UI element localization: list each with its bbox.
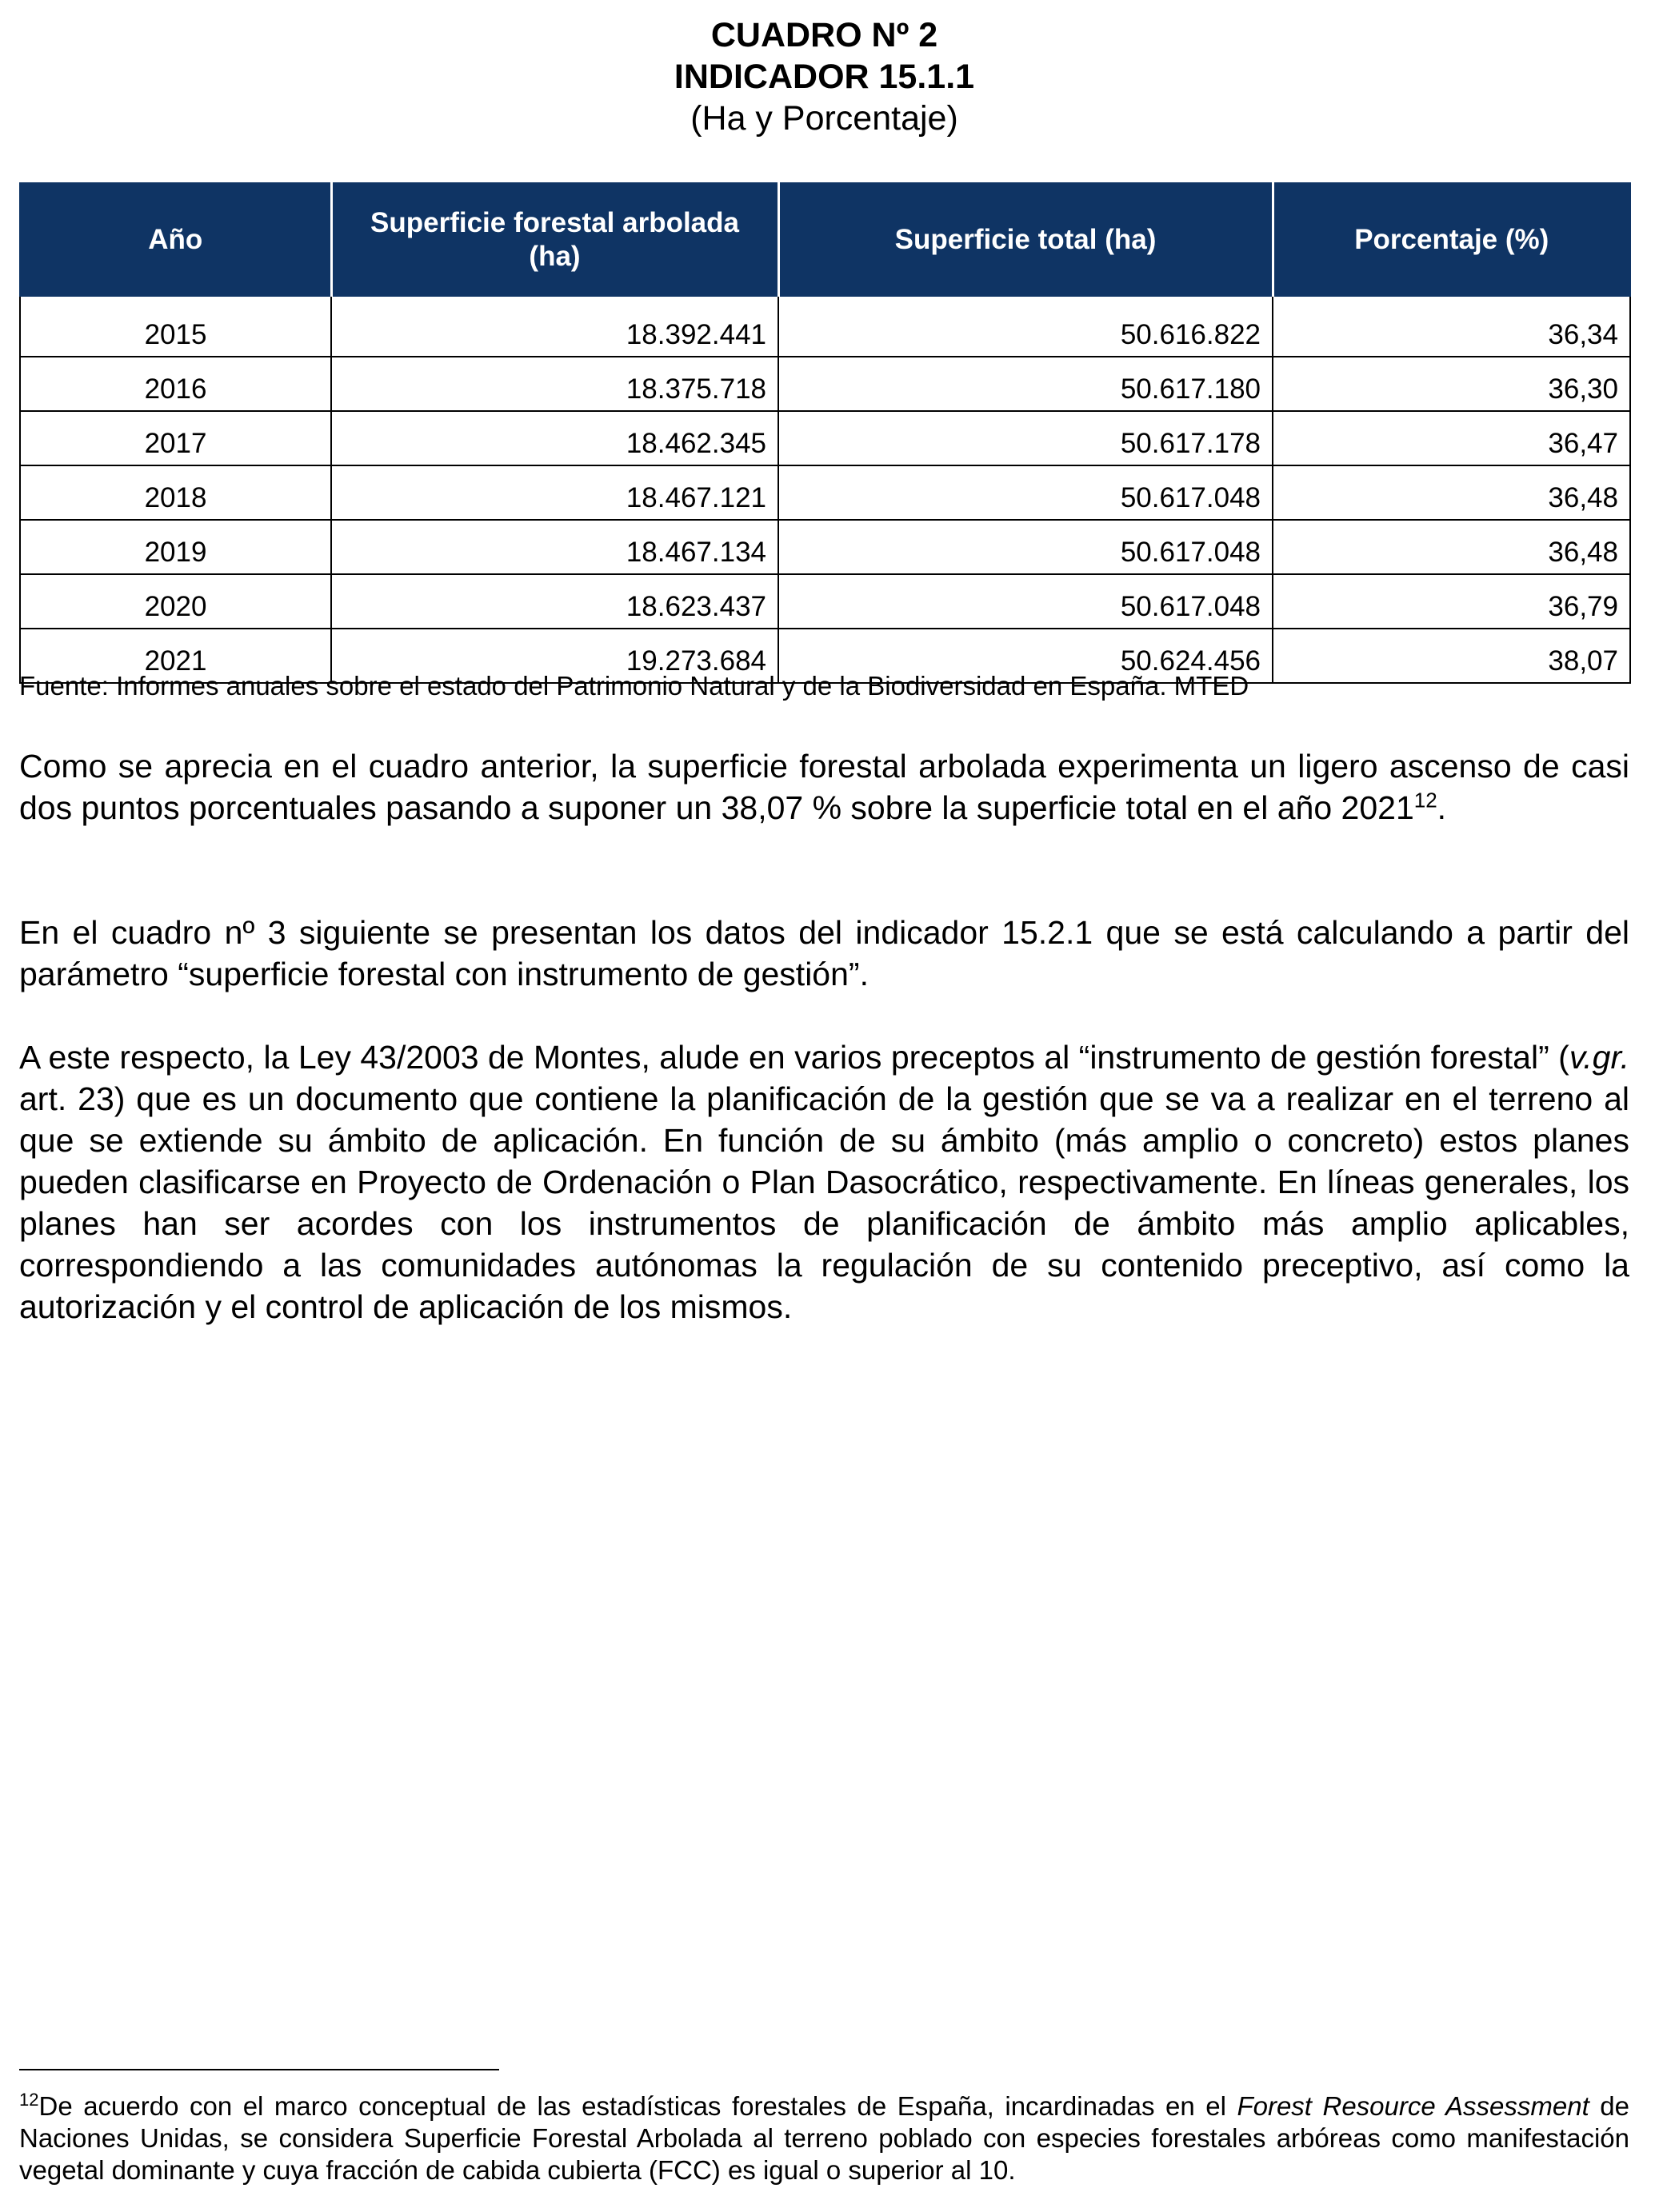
cell-forest-area: 18.392.441 (331, 297, 778, 357)
footnote-divider (19, 2069, 499, 2070)
cell-total-area: 50.617.180 (778, 357, 1273, 411)
footnote-text-part2: de Naciones Unidas, se considera Superficie Forestal Arbolada al terreno poblado con especies forestales arbóreas como manifestación vegetal dominante y cuya fracción de cabida cubierta (FCC) es igual o superior al 10. (19, 2091, 1629, 2185)
header-percentage: Porcentaje (%) (1273, 182, 1630, 297)
table-row (20, 520, 1630, 574)
table-source-note: Fuente: Informes anuales sobre el estado del Patrimonio Natural y de la Biodiversidad en España. MTED (19, 671, 1249, 701)
indicator-table (19, 182, 1631, 684)
cell-forest-area: 18.375.718 (331, 357, 778, 411)
paragraph-analysis-text: Como se aprecia en el cuadro anterior, la superficie forestal arbolada experimenta un ligero ascenso de casi dos puntos porcentuales pasando a suponer un 38,07 % sobre la superficie total en el año 2021 (19, 748, 1629, 826)
paragraph-next-table: En el cuadro nº 3 siguiente se presentan los datos del indicador 15.2.1 que se está calculando a partir del parámetro “superficie forestal con instrumento de gestión”. (19, 914, 1629, 992)
table-title-block (19, 14, 1629, 139)
footnote-text-italic: Forest Resource Assessment (1237, 2091, 1589, 2121)
cell-total-area: 50.624.456 (778, 629, 1273, 683)
header-year: Año (20, 182, 331, 297)
cell-percentage: 36,79 (1273, 574, 1630, 629)
table-row (20, 357, 1630, 411)
cell-percentage: 36,30 (1273, 357, 1630, 411)
table-header-row (20, 182, 1630, 297)
cell-percentage: 36,47 (1273, 411, 1630, 465)
footnote-number: 12 (19, 2090, 39, 2110)
paragraph-analysis (19, 745, 1629, 829)
cell-total-area: 50.616.822 (778, 297, 1273, 357)
cell-year: 2016 (20, 357, 331, 411)
cell-year: 2021 (20, 629, 331, 683)
cell-total-area: 50.617.178 (778, 411, 1273, 465)
cell-forest-area: 18.467.121 (331, 465, 778, 520)
footnote-text-part1: De acuerdo con el marco conceptual de las estadísticas forestales de España, incardinadas en el (38, 2091, 1237, 2121)
cell-total-area: 50.617.048 (778, 520, 1273, 574)
cell-year: 2019 (20, 520, 331, 574)
cell-total-area: 50.617.048 (778, 465, 1273, 520)
cell-year: 2018 (20, 465, 331, 520)
cell-percentage: 36,48 (1273, 520, 1630, 574)
cell-percentage: 38,07 (1273, 629, 1630, 683)
indicator-title: INDICADOR 15.1.1 (674, 58, 975, 96)
cell-percentage: 36,34 (1273, 297, 1630, 357)
cell-forest-area: 19.273.684 (331, 629, 778, 683)
cell-forest-area: 18.623.437 (331, 574, 778, 629)
paragraph-forest-law-italic: v.gr. (1569, 1039, 1629, 1076)
table-row (20, 297, 1630, 357)
table-row (20, 465, 1630, 520)
header-total-area: Superficie total (ha) (778, 182, 1273, 297)
table-number-title: CUADRO Nº 2 (710, 16, 938, 54)
footnote-reference: 12 (1413, 788, 1437, 813)
table-row (20, 574, 1630, 629)
paragraph-forest-law (19, 1036, 1629, 1328)
paragraph-forest-law-part2: art. 23) que es un documento que contiene la planificación de la gestión que se va a realizar en el terreno al que se extiende su ámbito de aplicación. En función de su ámbito (más amplio o concreto) estos planes pueden clasificarse en Proyecto de Ordenación o Plan Dasocrático, respectivamente. En líneas generales, los planes han ser acordes con los instrumentos de planificación de ámbito más amplio aplicables, correspondiendo a las comunidades autónomas la regulación de su contenido preceptivo, así como la autorización y el control de aplicación de los mismos. (19, 1080, 1629, 1325)
cell-year: 2017 (20, 411, 331, 465)
table-row (20, 411, 1630, 465)
cell-year: 2015 (20, 297, 331, 357)
cell-percentage: 36,48 (1273, 465, 1630, 520)
paragraph-forest-law-part1: A este respecto, la Ley 43/2003 de Montes, alude en varios preceptos al “instrumento de gestión forestal” ( (19, 1039, 1569, 1076)
cell-total-area: 50.617.048 (778, 574, 1273, 629)
cell-year: 2020 (20, 574, 331, 629)
cell-forest-area: 18.467.134 (331, 520, 778, 574)
units-subtitle: (Ha y Porcentaje) (690, 99, 958, 138)
header-forest-area: Superficie forestal arbolada (ha) (331, 182, 778, 297)
cell-forest-area: 18.462.345 (331, 411, 778, 465)
footnote (19, 2090, 1629, 2186)
paragraph-analysis-end: . (1437, 789, 1447, 826)
